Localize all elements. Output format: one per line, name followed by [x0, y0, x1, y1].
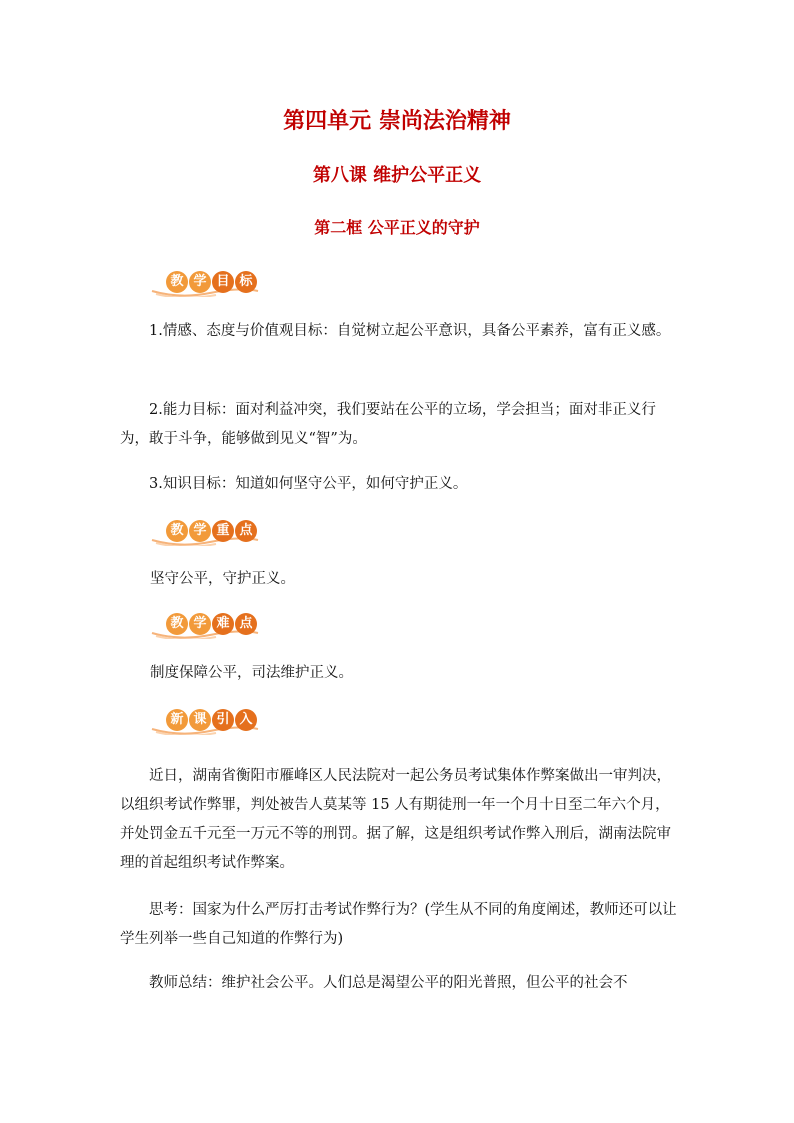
objective-item: 3.知识目标：知道如何坚守公平，如何守护正义。 [149, 476, 468, 492]
unit-title: 第四单元 崇尚法治精神 [283, 109, 511, 134]
badge-char: 引 [212, 709, 234, 731]
badge-char: 新 [166, 709, 188, 731]
difficulties-badge [150, 613, 260, 639]
badge-char: 标 [235, 271, 257, 293]
intro-badge [150, 709, 260, 735]
key-points-text: 坚守公平，守护正义。 [150, 571, 295, 587]
objectives-badge [150, 271, 260, 297]
intro-paragraph: 教师总结：维护社会公平。人们总是渴望公平的阳光普照，但公平的社会不 [149, 975, 628, 991]
section-title: 第二框 公平正义的守护 [314, 218, 480, 237]
key-points-badge [150, 520, 260, 546]
intro-paragraph: 思考：国家为什么严厉打击考试作弊行为？(学生从不同的角度阐述，教师还可以让学生列举一些自己知道的作弊行为) [120, 902, 677, 947]
badge-char: 学 [189, 520, 211, 542]
objective-item: 1.情感、态度与价值观目标：自觉树立起公平意识，具备公平素养，富有正义感。 [149, 323, 671, 339]
difficulties-text: 制度保障公平，司法维护正义。 [150, 665, 353, 681]
badge-char: 教 [166, 271, 188, 293]
badge-char: 难 [212, 613, 234, 635]
badge-char: 目 [212, 271, 234, 293]
badge-char: 入 [235, 709, 257, 731]
badge-char: 点 [235, 520, 257, 542]
badge-char: 课 [189, 709, 211, 731]
badge-char: 点 [235, 613, 257, 635]
intro-paragraph: 近日，湖南省衡阳市雁峰区人民法院对一起公务员考试集体作弊案做出一审判决，以组织考试作弊罪，判处被告人莫某等 15 人有期徒刑一年一个月十日至二年六个月，并处罚金五千元至一万元不等的刑罚。据了解，这是组织考试作弊入刑后，湖南法院审理的首起组织考试作弊案。 [120, 768, 671, 871]
badge-char: 重 [212, 520, 234, 542]
badge-char: 学 [189, 271, 211, 293]
badge-char: 学 [189, 613, 211, 635]
lesson-title: 第八课 维护公平正义 [312, 165, 482, 186]
badge-char: 教 [166, 520, 188, 542]
badge-char: 教 [166, 613, 188, 635]
objective-item: 2.能力目标：面对利益冲突，我们要站在公平的立场，学会担当；面对非正义行为，敢于斗争，能够做到见义“智”为。 [120, 402, 656, 447]
